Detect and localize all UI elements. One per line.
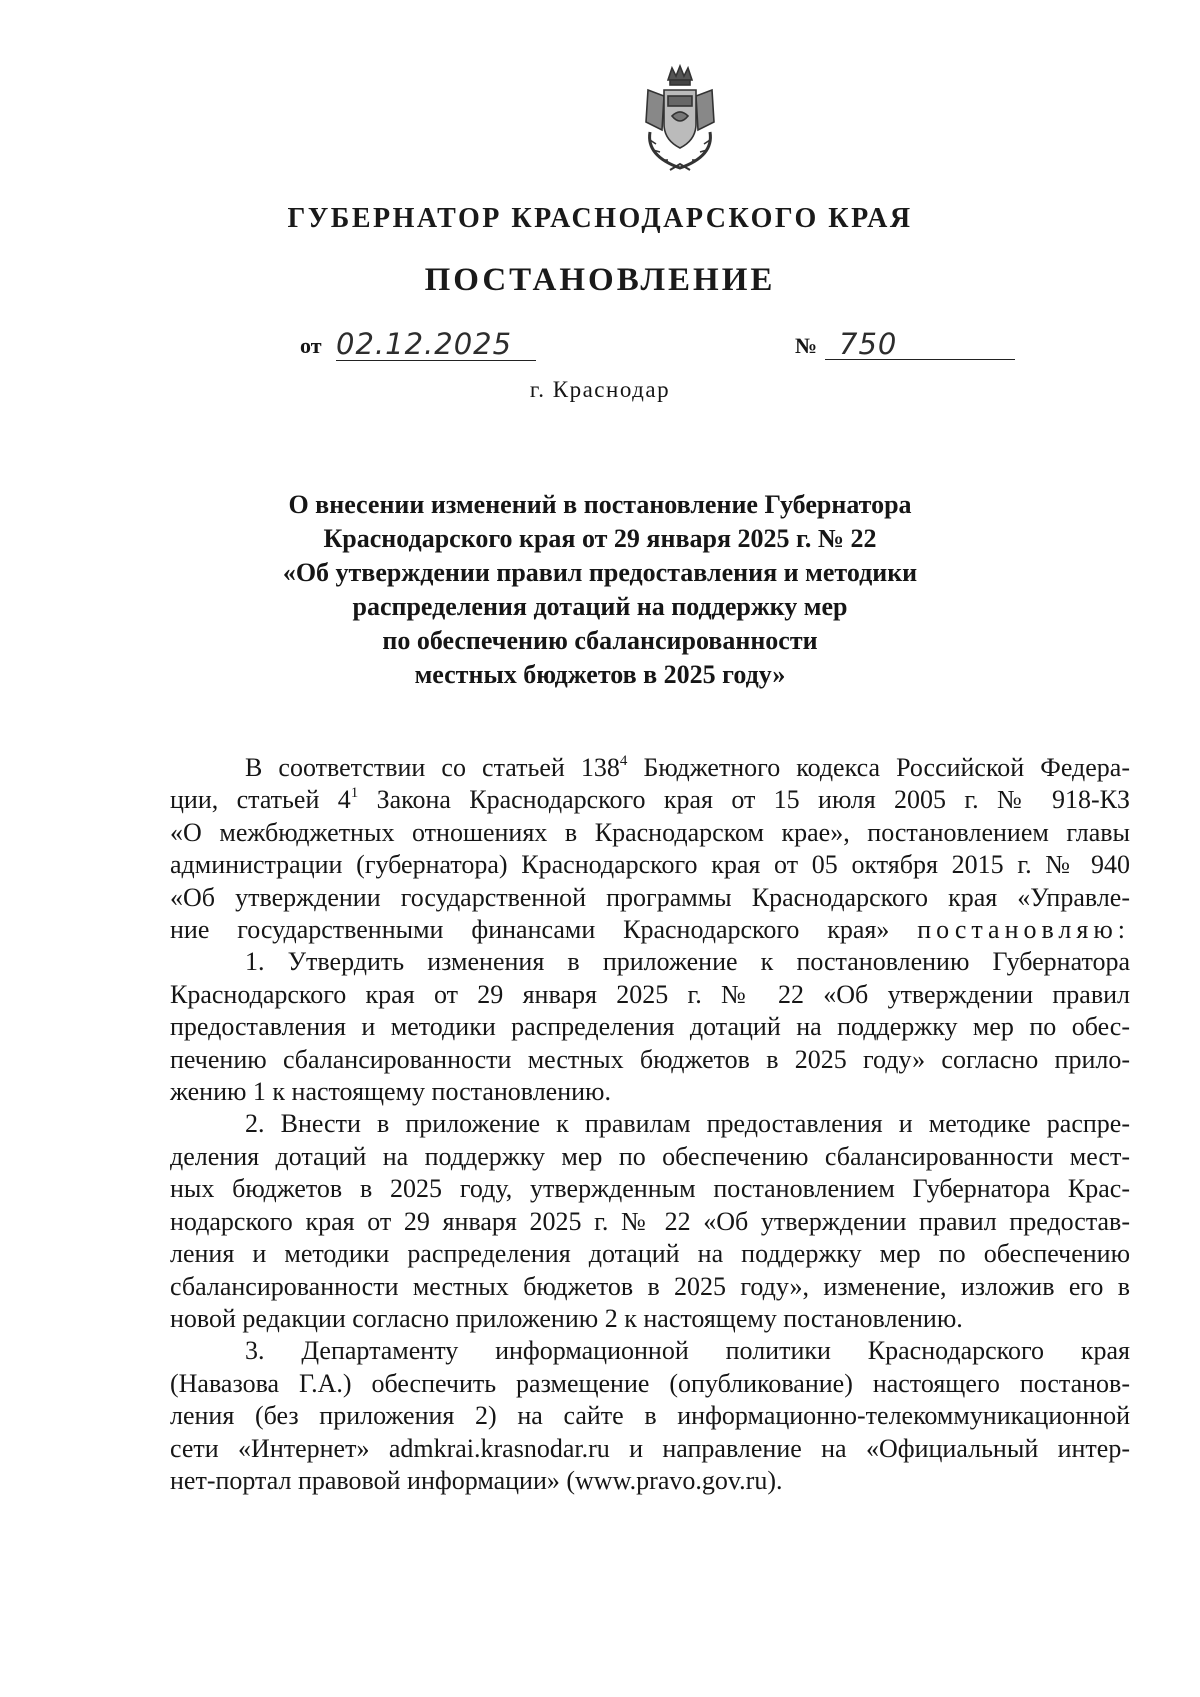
body-line: 2. Внести в приложение к правилам предоставления и методике распре- bbox=[245, 1109, 1130, 1139]
paragraph-3 bbox=[170, 1335, 1130, 1497]
superscript: 1 bbox=[350, 785, 359, 802]
body-line: ления (без приложения 2) на сайте в информационно-телекоммуникационной bbox=[170, 1401, 1130, 1431]
paragraph-2 bbox=[170, 1108, 1130, 1335]
issuer-name: ГУБЕРНАТОР КРАСНОДАРСКОГО КРАЯ bbox=[287, 203, 913, 234]
date-prefix: от bbox=[300, 333, 322, 358]
document-title bbox=[200, 488, 1000, 692]
body-line: 1. Утвердить изменения в приложение к постановлению Губернатора bbox=[245, 947, 1130, 977]
superscript: 4 bbox=[619, 753, 628, 769]
body-line: (Навазова Г.А.) обеспечить размещение (опубликование) настоящего постанов- bbox=[170, 1368, 1130, 1398]
preamble-paragraph bbox=[170, 752, 1130, 946]
body-line: ления и методики распределения дотаций на поддержку мер по обеспечению bbox=[170, 1239, 1130, 1269]
body-line: Краснодарского края от 29 января 2025 г. № 22 «Об утверждении правил bbox=[170, 979, 1130, 1009]
krasnodar-coat-of-arms-icon bbox=[620, 60, 740, 180]
title-line: «Об утверждении правил предоставления и методики bbox=[282, 558, 918, 587]
body-line: предоставления и методики распределения дотаций на поддержку мер по обес- bbox=[170, 1012, 1130, 1042]
title-line: распределения дотаций на поддержку мер bbox=[352, 592, 848, 621]
body-line: новой редакции согласно приложению 2 к настоящему постановлению. bbox=[170, 1303, 963, 1333]
number-field: 750 bbox=[825, 332, 1015, 360]
title-line: местных бюджетов в 2025 году» bbox=[414, 660, 786, 689]
body-line: нодарского края от 29 января 2025 г. № 22 «Об утверждении правил предостав- bbox=[170, 1206, 1130, 1236]
body-line: ние государственными финансами Краснодарского края» постановляю: bbox=[170, 915, 1131, 945]
city: г. Краснодар bbox=[529, 377, 671, 402]
body-line: В соответствии со статьей $138^4$ Бюджетного кодекса Российской Федера- bbox=[245, 753, 1130, 782]
body-line: 3. Департаменту информационной политики Краснодарского края bbox=[245, 1336, 1130, 1366]
document-body bbox=[170, 752, 1130, 1497]
resolution-word: постановляю: bbox=[917, 915, 1131, 945]
body-line: деления дотаций на поддержку мер по обеспечению сбалансированности мест- bbox=[170, 1141, 1130, 1171]
body-line: ции, статьей $4^1$ Закона Краснодарского края от 15 июля 2005 г. № 918-КЗ bbox=[170, 785, 1130, 815]
body-line: сбалансированности местных бюджетов в 2025 году», изменение, изложив его в bbox=[170, 1271, 1130, 1301]
body-line: администрации (губернатора) Краснодарского края от 05 октября 2015 г. № 940 bbox=[170, 850, 1130, 880]
document-type: ПОСТАНОВЛЕНИЕ bbox=[424, 262, 776, 298]
title-line: О внесении изменений в постановление Губернатора bbox=[288, 490, 912, 519]
body-line: нет-портал правовой информации» (www.pravo.gov.ru). bbox=[170, 1465, 783, 1495]
body-line: жению 1 к настоящему постановлению. bbox=[170, 1077, 611, 1107]
number-prefix: № bbox=[795, 333, 818, 358]
title-line: Краснодарского края от 29 января 2025 г. № 22 bbox=[323, 524, 877, 553]
body-line: печению сбалансированности местных бюджетов в 2025 году» согласно прило- bbox=[170, 1044, 1130, 1074]
body-line: сети «Интернет» admkrai.krasnodar.ru и направление на «Официальный интер- bbox=[170, 1433, 1130, 1463]
body-line: «Об утверждении государственной программы Краснодарского края «Управле- bbox=[170, 882, 1130, 912]
body-line: «О межбюджетных отношениях в Краснодарском крае», постановлением главы bbox=[170, 817, 1130, 847]
title-line: по обеспечению сбалансированности bbox=[382, 626, 818, 655]
paragraph-1 bbox=[170, 946, 1130, 1108]
date-field: 02.12.2025 bbox=[336, 332, 536, 361]
body-line: ных бюджетов в 2025 году, утвержденным постановлением Губернатора Крас- bbox=[170, 1174, 1130, 1204]
